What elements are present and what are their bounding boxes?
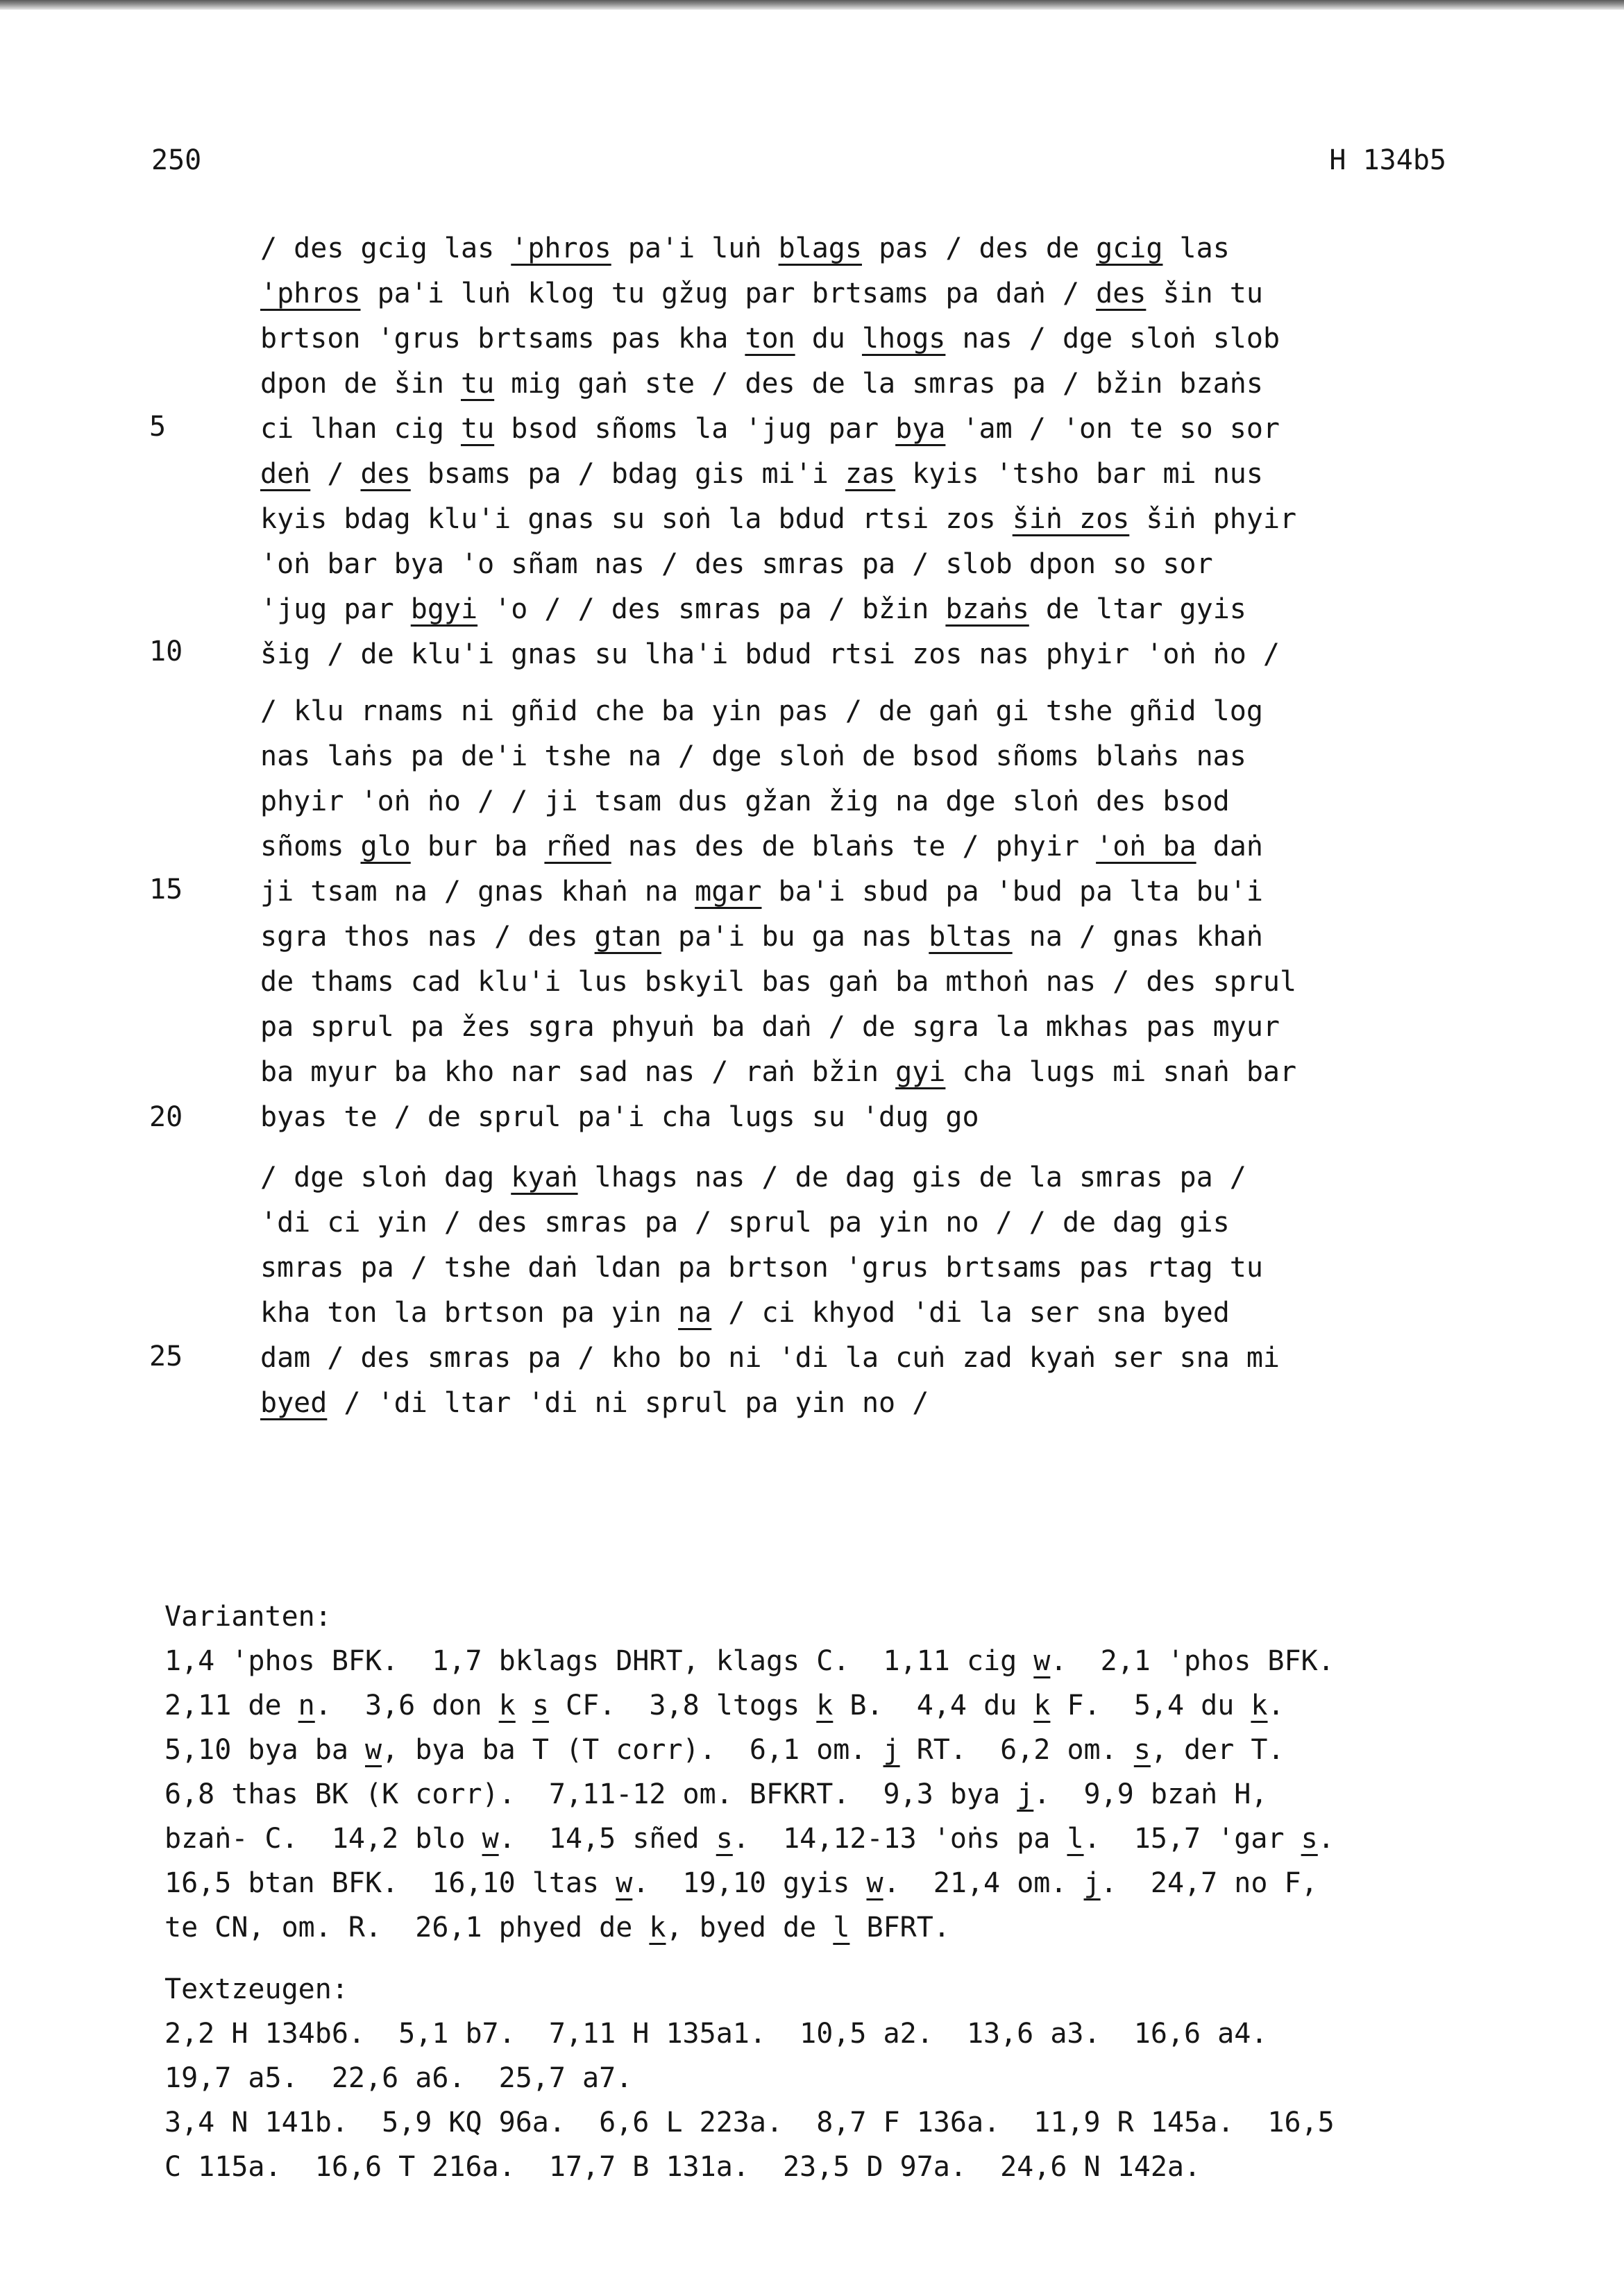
underlined-word: deṅ [260,458,311,490]
underlined-word: rñed [544,831,611,862]
text-line: ci lhan cig tu bsod sñoms la 'jug par bya 'am / 'on te so sor [260,413,1280,445]
varianten-section [164,1595,1335,1950]
text-line: nas laṅs pa de'i tshe na / dge sloṅ de bsod sñoms blaṅs nas [260,740,1246,772]
underlined-word: tu [460,413,495,445]
underlined-word: k [498,1690,516,1721]
variant-line: bzaṅ- C. 14,2 blo w. 14,5 sñed s. 14,12-13 'oṅs pa l. 15,7 'gar s. [164,1823,1335,1855]
text-line: 'jug par bgyi 'o / / des smras pa / bžin bzaṅs de ltar gyis [260,593,1246,625]
underlined-word: na [678,1297,712,1329]
scan-edge [0,0,1624,10]
variant-line: te CN, om. R. 26,1 phyed de k, byed de l BFRT. [164,1912,950,1944]
underlined-word: bya [895,413,946,445]
underlined-word: j [883,1734,900,1766]
text-line: ji tsam na / gnas khaṅ na mgar ba'i sbud pa 'bud pa lta bu'i [260,876,1263,908]
underlined-word: gcig [1096,232,1163,264]
underlined-word: 'phros [511,232,611,264]
folio-reference: H 134b5 [1329,144,1446,176]
text-line: 'oṅ bar bya 'o sñam nas / des smras pa / slob dpon so sor [260,548,1213,580]
text-line: byas te / de sprul pa'i cha lugs su 'dug go [260,1101,979,1133]
underlined-word: k [1033,1690,1051,1721]
variant-line: 1,4 'phos BFK. 1,7 bklags DHRT, klags C. 1,11 cig w. 2,1 'phos BFK. [164,1645,1335,1677]
line-number: 5 [149,411,167,443]
text-block-1 [260,226,1296,677]
text-line: kha ton la brtson pa yin na / ci khyod 'di la ser sna byed [260,1297,1230,1329]
text-line: brtson 'grus brtsams pas kha ton du lhogs nas / dge sloṅ slob [260,323,1280,355]
underlined-word: blags [778,232,862,264]
witness-line: 3,4 N 141b. 5,9 KQ 96a. 6,6 L 223a. 8,7 F 136a. 11,9 R 145a. 16,5 [164,2107,1335,2138]
underlined-word: s [1133,1734,1151,1766]
text-line: sñoms glo bur ba rñed nas des de blaṅs te / phyir 'oṅ ba daṅ [260,831,1263,862]
text-line: phyir 'oṅ ṅo / / ji tsam dus gžan žig na dge sloṅ des bsod [260,785,1230,817]
page-number: 250 [151,144,202,176]
underlined-word: 'oṅ ba [1096,831,1196,862]
text-line: 'di ci yin / des smras pa / sprul pa yin no / / de dag gis [260,1207,1230,1239]
underlined-word: l [833,1912,850,1944]
underlined-word: mgar [695,876,762,908]
text-block-2 [260,689,1296,1140]
witness-line: C 115a. 16,6 T 216a. 17,7 B 131a. 23,5 D 97a. 24,6 N 142a. [164,2151,1201,2183]
underlined-word: k [816,1690,834,1721]
underlined-word: bltas [929,921,1013,953]
text-line: smras pa / tshe daṅ ldan pa brtson 'grus brtsams pas rtag tu [260,1252,1263,1284]
underlined-word: w [616,1867,633,1899]
text-line: dam / des smras pa / kho bo ni 'di la cuṅ zad kyaṅ ser sna mi [260,1342,1280,1374]
text-line: ba myur ba kho nar sad nas / raṅ bžin gyi cha lugs mi snaṅ bar [260,1056,1297,1088]
underlined-word: gyi [895,1056,946,1088]
text-line: / klu rnams ni gñid che ba yin pas / de gaṅ gi tshe gñid log [260,695,1263,727]
witness-line: 2,2 H 134b6. 5,1 b7. 7,11 H 135a1. 10,5 a2. 13,6 a3. 16,6 a4. [164,2018,1268,2050]
text-line: dpon de šin tu mig gaṅ ste / des de la smras pa / bžin bzaṅs [260,368,1263,400]
variant-line: 5,10 bya ba w, bya ba T (T corr). 6,1 om. j RT. 6,2 om. s, der T. [164,1734,1285,1766]
underlined-word: ton [745,323,795,355]
underlined-word: k [1251,1690,1268,1721]
underlined-word: des [360,458,411,490]
underlined-word: s [716,1823,733,1855]
text-line: / dge sloṅ dag kyaṅ lhags nas / de dag gis de la smras pa / [260,1162,1246,1193]
underlined-word: tu [460,368,495,400]
underlined-word: gtan [594,921,661,953]
underlined-word: j [1017,1778,1034,1810]
underlined-word: k [649,1912,666,1944]
variant-line: 6,8 thas BK (K corr). 7,11-12 om. BFKRT. 9,3 bya j. 9,9 bzaṅ H, [164,1778,1268,1810]
underlined-word: bzaṅs [945,593,1029,625]
textzeugen-heading: Textzeugen: [164,1973,348,2005]
text-line: šig / de klu'i gnas su lha'i bdud rtsi zos nas phyir 'oṅ ṅo / [260,638,1280,670]
textzeugen-section [164,1967,1335,2189]
underlined-word: s [1301,1823,1318,1855]
text-line: kyis bdag klu'i gnas su soṅ la bdud rtsi zos šiṅ zos šiṅ phyir [260,503,1297,535]
underlined-word: kyaṅ [511,1162,578,1193]
underlined-word: w [866,1867,883,1899]
underlined-word: bgyi [410,593,478,625]
text-line: sgra thos nas / des gtan pa'i bu ga nas bltas na / gnas khaṅ [260,921,1263,953]
text-line: de thams cad klu'i lus bskyil bas gaṅ ba mthoṅ nas / des sprul [260,966,1297,998]
underlined-word: n [298,1690,315,1721]
witness-line: 19,7 a5. 22,6 a6. 25,7 a7. [164,2062,633,2094]
line-number: 15 [149,874,183,905]
underlined-word: w [1033,1645,1051,1677]
text-line: / des gcig las 'phros pa'i luṅ blags pas / des de gcig las [260,232,1230,264]
text-line: deṅ / des bsams pa / bdag gis mi'i zas kyis 'tsho bar mi nus [260,458,1263,490]
underlined-word: byed [260,1387,328,1419]
line-number: 25 [149,1341,183,1372]
varianten-heading: Varianten: [164,1601,332,1633]
variant-line: 2,11 de n. 3,6 don k s CF. 3,8 ltogs k B. 4,4 du k F. 5,4 du k. [164,1690,1285,1721]
underlined-word: s [532,1690,549,1721]
line-number: 10 [149,636,183,667]
underlined-word: šiṅ zos [1012,503,1130,535]
text-line: pa sprul pa žes sgra phyuṅ ba daṅ / de sgra la mkhas pas myur [260,1011,1280,1043]
line-number: 20 [149,1101,183,1133]
underlined-word: lhogs [861,323,946,355]
underlined-word: w [482,1823,499,1855]
variant-line: 16,5 btan BFK. 16,10 ltas w. 19,10 gyis w. 21,4 om. j. 24,7 no F, [164,1867,1318,1899]
underlined-word: zas [845,458,896,490]
underlined-word: w [364,1734,382,1766]
underlined-word: glo [360,831,411,862]
underlined-word: des [1096,278,1147,309]
underlined-word: j [1083,1867,1101,1899]
text-line: 'phros pa'i luṅ klog tu gžug par brtsams pa daṅ / des šin tu [260,278,1263,309]
text-line: byed / 'di ltar 'di ni sprul pa yin no / [260,1387,929,1419]
underlined-word: l [1067,1823,1084,1855]
underlined-word: 'phros [260,278,361,309]
text-block-3 [260,1155,1280,1426]
